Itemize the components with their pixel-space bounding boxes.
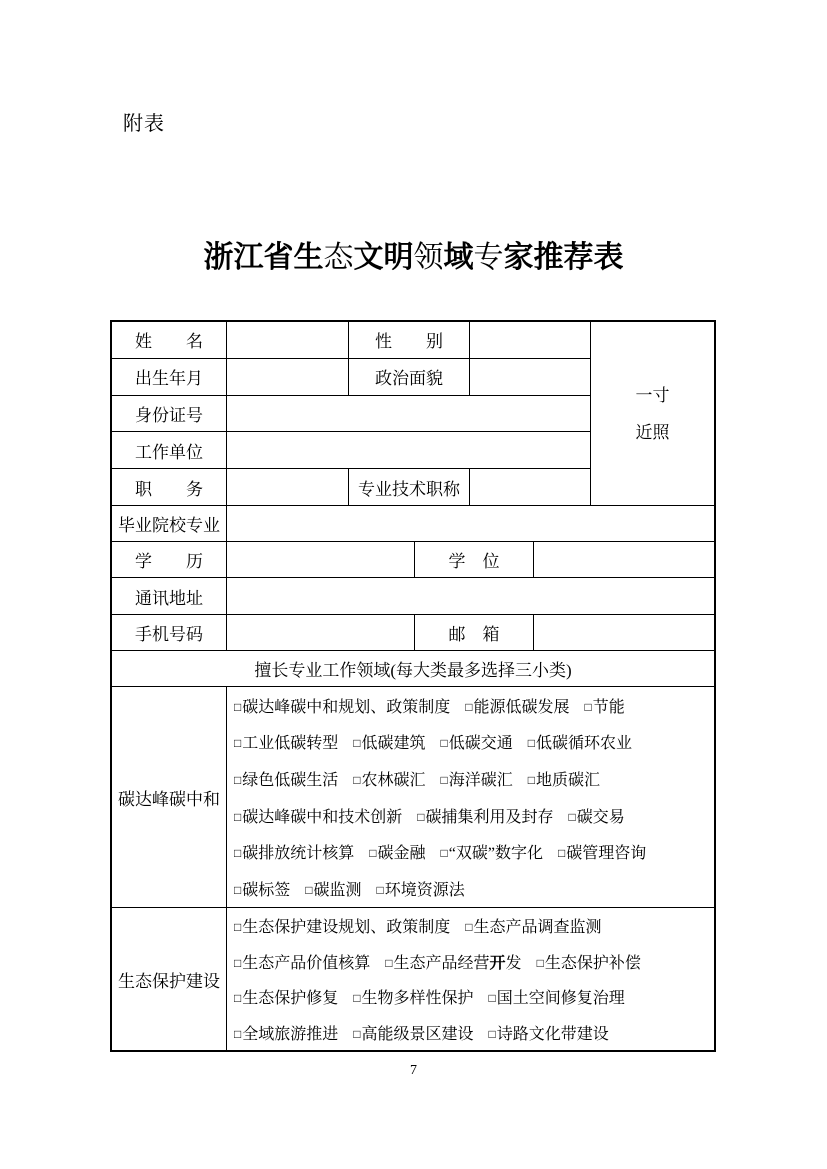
title-segment: 文明: [353, 241, 414, 275]
category-row-carbon: [112, 687, 714, 908]
attachment-label: 附表: [123, 113, 165, 135]
checkbox-item[interactable]: □低碳建筑: [353, 735, 426, 753]
address-input-cell[interactable]: [227, 578, 714, 614]
checkbox-item[interactable]: □绿色低碳生活: [234, 772, 339, 790]
checkbox-icon[interactable]: □: [305, 883, 313, 898]
table-row: [112, 578, 714, 615]
checkbox-item[interactable]: □诗路文化带建设: [488, 1025, 609, 1043]
checkbox-icon[interactable]: □: [376, 883, 384, 898]
checkbox-item[interactable]: □节能: [584, 698, 625, 716]
id-number-label: 身份证号: [112, 396, 227, 432]
checkbox-icon[interactable]: □: [234, 809, 242, 824]
checkbox-item[interactable]: □碳捕集利用及封存: [417, 808, 554, 826]
checkbox-item[interactable]: □碳金融: [369, 845, 426, 863]
checkbox-icon[interactable]: □: [536, 955, 544, 970]
degree-input-cell[interactable]: [534, 542, 714, 577]
mobile-label: 手机号码: [112, 615, 227, 650]
document-title: [0, 232, 827, 276]
checkbox-item[interactable]: □生态保护补偿: [536, 954, 641, 972]
checkbox-line: [234, 804, 714, 827]
gender-input-cell[interactable]: [470, 322, 590, 358]
name-label: 姓 名: [112, 322, 227, 358]
checkbox-icon[interactable]: □: [369, 846, 377, 861]
title-segment: 领: [413, 241, 444, 275]
checkbox-icon[interactable]: □: [385, 955, 393, 970]
table-row: [112, 469, 590, 505]
education-input-cell[interactable]: [227, 542, 415, 577]
personal-info-block: [112, 322, 714, 506]
category-label: 生态保护建设: [112, 908, 227, 1050]
table-row: [112, 322, 590, 359]
checkbox-item[interactable]: □海洋碳汇: [440, 772, 513, 790]
checkbox-icon[interactable]: □: [527, 736, 536, 751]
checkbox-line: [234, 767, 714, 790]
checkbox-icon[interactable]: □: [234, 773, 242, 788]
mobile-input-cell[interactable]: [227, 615, 415, 650]
checkbox-icon[interactable]: □: [234, 991, 242, 1006]
expertise-section-header: 擅长专业工作领域(每大类最多选择三小类): [112, 651, 714, 687]
table-row: [112, 359, 590, 396]
table-row: [112, 506, 714, 542]
checkbox-icon[interactable]: □: [440, 736, 448, 751]
checkbox-icon[interactable]: □: [488, 1026, 496, 1041]
photo-label-line: 近照: [635, 422, 670, 442]
checkbox-line: [234, 877, 714, 900]
personal-info-left: [112, 322, 591, 505]
checkbox-line: [234, 694, 714, 717]
title-segment: 家推荐表: [503, 241, 624, 275]
checkbox-line: [234, 1021, 714, 1044]
checkbox-line: [234, 730, 714, 753]
checkbox-icon[interactable]: □: [568, 809, 576, 824]
checkbox-item[interactable]: □高能级景区建设: [353, 1025, 474, 1043]
checkbox-item[interactable]: □生态保护建设规划、政策制度: [234, 919, 451, 937]
checkbox-item[interactable]: □低碳交通: [440, 735, 513, 753]
checkbox-icon[interactable]: □: [353, 773, 361, 788]
checkbox-icon[interactable]: □: [465, 920, 473, 935]
checkbox-item[interactable]: □地质碳汇: [527, 772, 601, 790]
work-unit-label: 工作单位: [112, 432, 227, 468]
checkbox-item[interactable]: □碳达峰碳中和规划、政策制度: [234, 698, 451, 716]
checkbox-item[interactable]: □碳监测: [305, 882, 362, 900]
checkbox-item[interactable]: □碳排放统计核算: [234, 845, 355, 863]
education-label: 学 历: [112, 542, 227, 577]
position-label: 职 务: [112, 469, 227, 505]
table-row: [112, 542, 714, 578]
checkbox-icon[interactable]: □: [234, 1026, 242, 1041]
checkbox-icon[interactable]: □: [234, 955, 242, 970]
table-row: [112, 396, 590, 433]
checkbox-item[interactable]: □低碳循环农业: [527, 735, 633, 753]
checkbox-item[interactable]: □能源低碳发展: [465, 698, 570, 716]
category-checkbox-lines: [227, 687, 714, 907]
title-segment: 浙江省生: [203, 241, 324, 275]
checkbox-icon[interactable]: □: [234, 736, 242, 751]
checkbox-item[interactable]: □生物多样性保护: [353, 990, 474, 1008]
checkbox-icon[interactable]: □: [234, 699, 242, 714]
checkbox-icon[interactable]: □: [488, 991, 496, 1006]
checkbox-icon[interactable]: □: [558, 846, 566, 861]
category-row-ecology: [112, 908, 714, 1050]
checkbox-line: [234, 914, 714, 937]
checkbox-item[interactable]: □碳标签: [234, 882, 291, 900]
checkbox-item[interactable]: □碳达峰碳中和技术创新: [234, 808, 403, 826]
title-segment: 专: [473, 241, 504, 275]
checkbox-line: [234, 985, 714, 1008]
title-segment: 域: [443, 241, 474, 275]
checkbox-icon[interactable]: □: [353, 736, 361, 751]
political-status-input-cell[interactable]: [470, 359, 590, 395]
checkbox-item[interactable]: □碳管理咨询: [558, 845, 647, 863]
political-status-label: 政治面貌: [349, 359, 470, 395]
photo-label-line: 一寸: [635, 385, 670, 405]
checkbox-icon[interactable]: □: [234, 846, 242, 861]
checkbox-icon[interactable]: □: [234, 883, 242, 898]
title-segment: 态: [323, 241, 354, 275]
checkbox-item[interactable]: □生态保护修复: [234, 990, 339, 1008]
id-number-input-cell[interactable]: [227, 396, 590, 432]
checkbox-item[interactable]: □“双碳”数字化: [440, 845, 543, 863]
checkbox-icon[interactable]: □: [234, 920, 242, 935]
degree-label: 学 位: [415, 542, 534, 577]
tech-title-label: 专业技术职称: [349, 469, 470, 505]
checkbox-item[interactable]: □工业低碳转型: [234, 735, 339, 753]
checkbox-item[interactable]: □国土空间修复治理: [488, 990, 625, 1008]
category-label: 碳达峰碳中和: [112, 687, 227, 907]
checkbox-icon[interactable]: □: [353, 1026, 361, 1041]
photo-placeholder: [591, 322, 714, 505]
work-unit-input-cell[interactable]: [227, 432, 590, 468]
name-input-cell[interactable]: [227, 322, 349, 358]
checkbox-icon[interactable]: □: [465, 699, 473, 714]
birth-date-input-cell[interactable]: [227, 359, 349, 395]
email-label: 邮 箱: [415, 615, 534, 650]
checkbox-item[interactable]: □碳交易: [568, 808, 625, 826]
page-number: 7: [410, 1063, 417, 1078]
email-input-cell[interactable]: [534, 615, 714, 650]
checkbox-item[interactable]: □生态产品价值核算: [234, 954, 371, 972]
checkbox-icon[interactable]: □: [353, 991, 361, 1006]
tech-title-input-cell[interactable]: [470, 469, 590, 505]
gender-label: 性 别: [349, 322, 470, 358]
checkbox-line: [234, 950, 714, 973]
checkbox-line: [234, 840, 714, 863]
school-major-input-cell[interactable]: [227, 506, 714, 541]
table-row: [112, 615, 714, 651]
category-checkbox-lines: [227, 908, 714, 1050]
checkbox-icon[interactable]: □: [440, 773, 448, 788]
expert-recommendation-form: [110, 320, 716, 1052]
checkbox-item[interactable]: □生态产品经营开发: [385, 954, 522, 972]
checkbox-icon[interactable]: □: [417, 809, 425, 824]
address-label: 通讯地址: [112, 578, 227, 614]
checkbox-icon[interactable]: □: [440, 846, 448, 861]
birth-date-label: 出生年月: [112, 359, 227, 395]
checkbox-item[interactable]: □农林碳汇: [353, 772, 426, 790]
table-row: [112, 432, 590, 469]
position-input-cell[interactable]: [227, 469, 349, 505]
checkbox-item[interactable]: □环境资源法: [376, 882, 465, 900]
checkbox-icon[interactable]: □: [527, 773, 536, 788]
checkbox-item[interactable]: □生态产品调查监测: [465, 919, 602, 937]
school-major-label: 毕业院校专业: [112, 506, 227, 541]
checkbox-item[interactable]: □全域旅游推进: [234, 1025, 339, 1043]
checkbox-icon[interactable]: □: [584, 699, 592, 714]
